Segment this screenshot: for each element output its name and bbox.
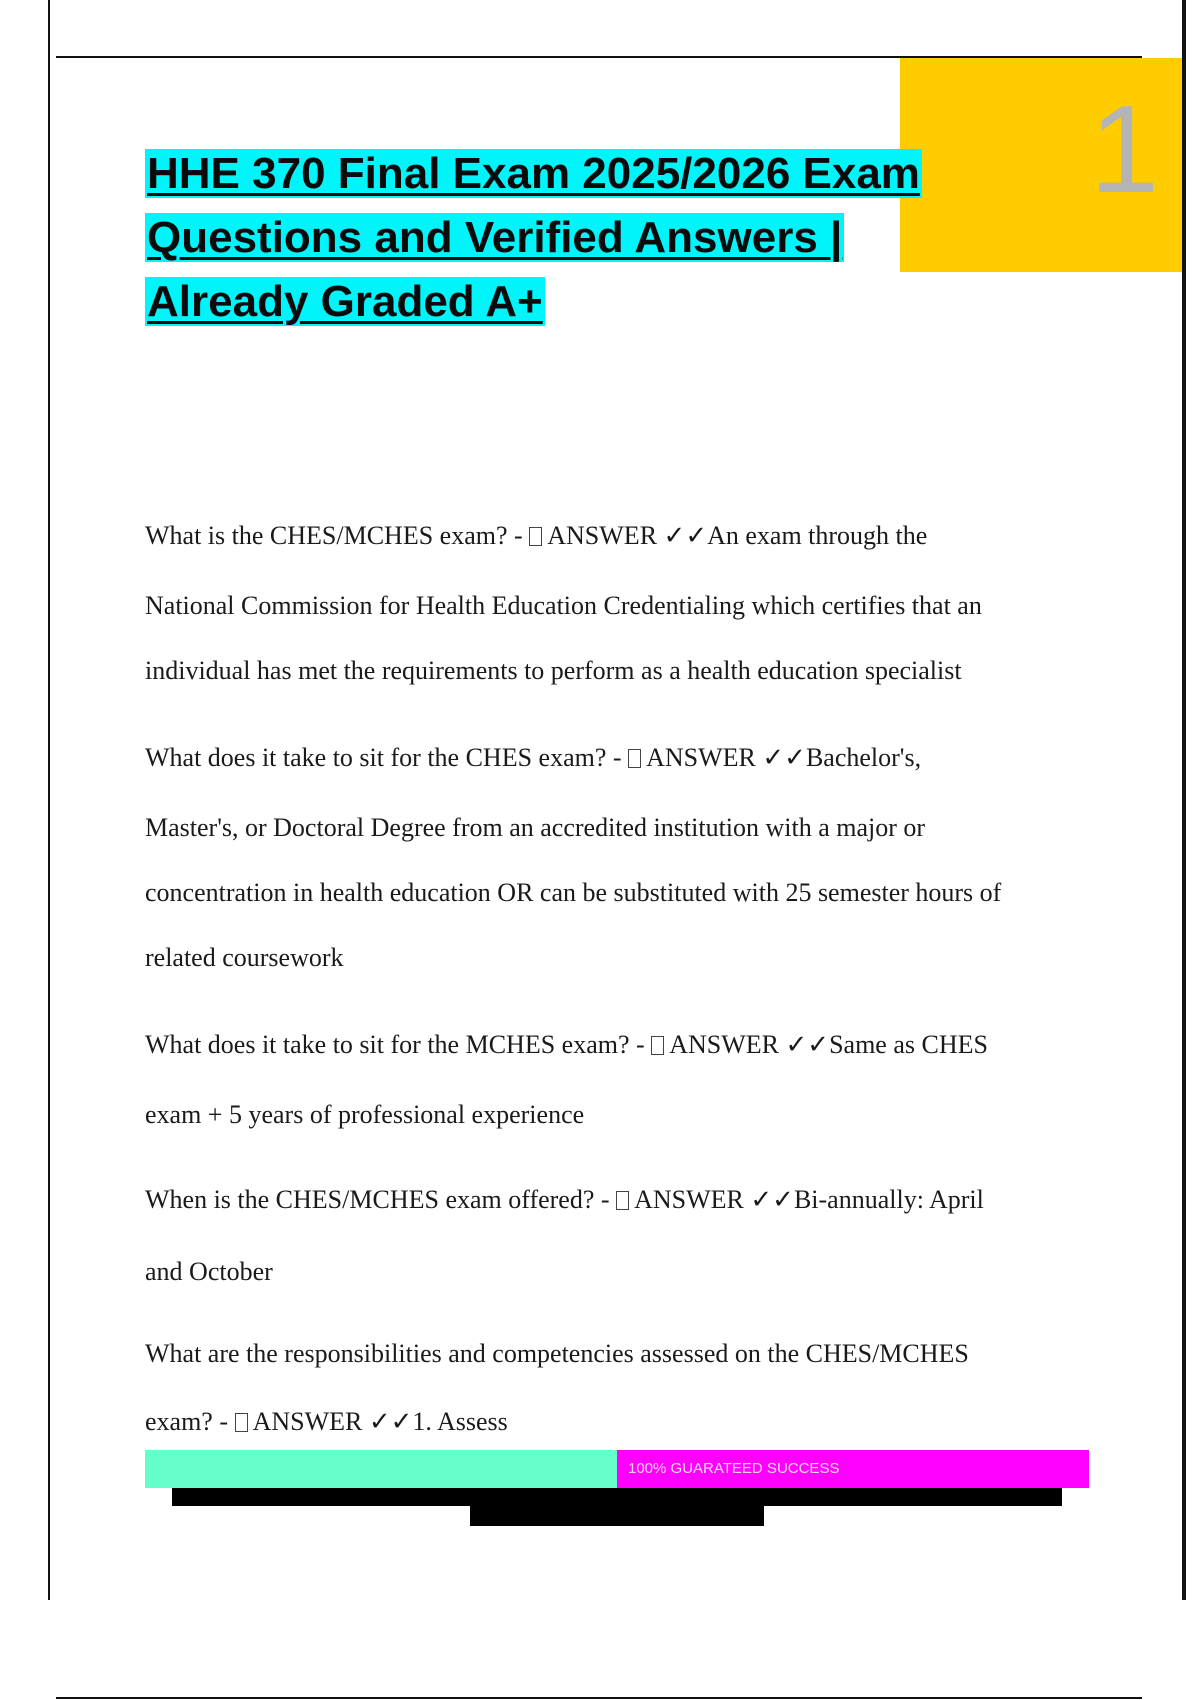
footer-banner-text: 100% GUARATEED SUCCESS <box>628 1460 840 1477</box>
page-border-right <box>1182 0 1186 1600</box>
missing-glyph-icon <box>529 527 542 546</box>
qa-line: concentration in health education OR can be substituted with 25 semester hours of <box>145 878 1002 907</box>
title-line-1: HHE 370 Final Exam 2025/2026 Exam <box>147 149 920 198</box>
missing-glyph-icon <box>651 1036 664 1055</box>
footer-redaction-bar <box>172 1488 1062 1506</box>
missing-glyph-icon <box>616 1191 629 1210</box>
qa-line: National Commission for Health Education Credentialing which certifies that an <box>145 591 982 620</box>
next-page-rule <box>56 1697 1142 1699</box>
page-number: 1 <box>1090 81 1159 219</box>
qa-line: Master's, or Doctoral Degree from an accredited institution with a major or <box>145 813 926 842</box>
qa-line: What does it take to sit for the MCHES exam? - ANSWER ✓✓Same as CHES <box>145 1030 988 1059</box>
qa-line: exam? - ANSWER ✓✓1. Assess <box>145 1407 508 1436</box>
title-line-3: Already Graded A+ <box>147 277 543 326</box>
footer-redaction-bar-small <box>470 1506 764 1526</box>
title-line-2: Questions and Verified Answers | <box>147 213 843 262</box>
qa-line: and October <box>145 1257 273 1286</box>
qa-line: individual has met the requirements to perform as a health education specialist <box>145 656 962 685</box>
qa-line: What are the responsibilities and competencies assessed on the CHES/MCHES <box>145 1339 969 1368</box>
missing-glyph-icon <box>235 1413 248 1432</box>
qa-line: What does it take to sit for the CHES exam? - ANSWER ✓✓Bachelor's, <box>145 743 922 772</box>
qa-line: exam + 5 years of professional experience <box>145 1100 585 1129</box>
qa-line: related coursework <box>145 943 344 972</box>
document-title <box>145 142 1015 334</box>
page-border-left <box>48 0 50 1600</box>
qa-line: What is the CHES/MCHES exam? - ANSWER ✓✓An exam through the <box>145 521 928 550</box>
footer-bar-left <box>145 1450 617 1488</box>
qa-line: When is the CHES/MCHES exam offered? - ANSWER ✓✓Bi-annually: April <box>145 1185 984 1214</box>
missing-glyph-icon <box>628 749 641 768</box>
